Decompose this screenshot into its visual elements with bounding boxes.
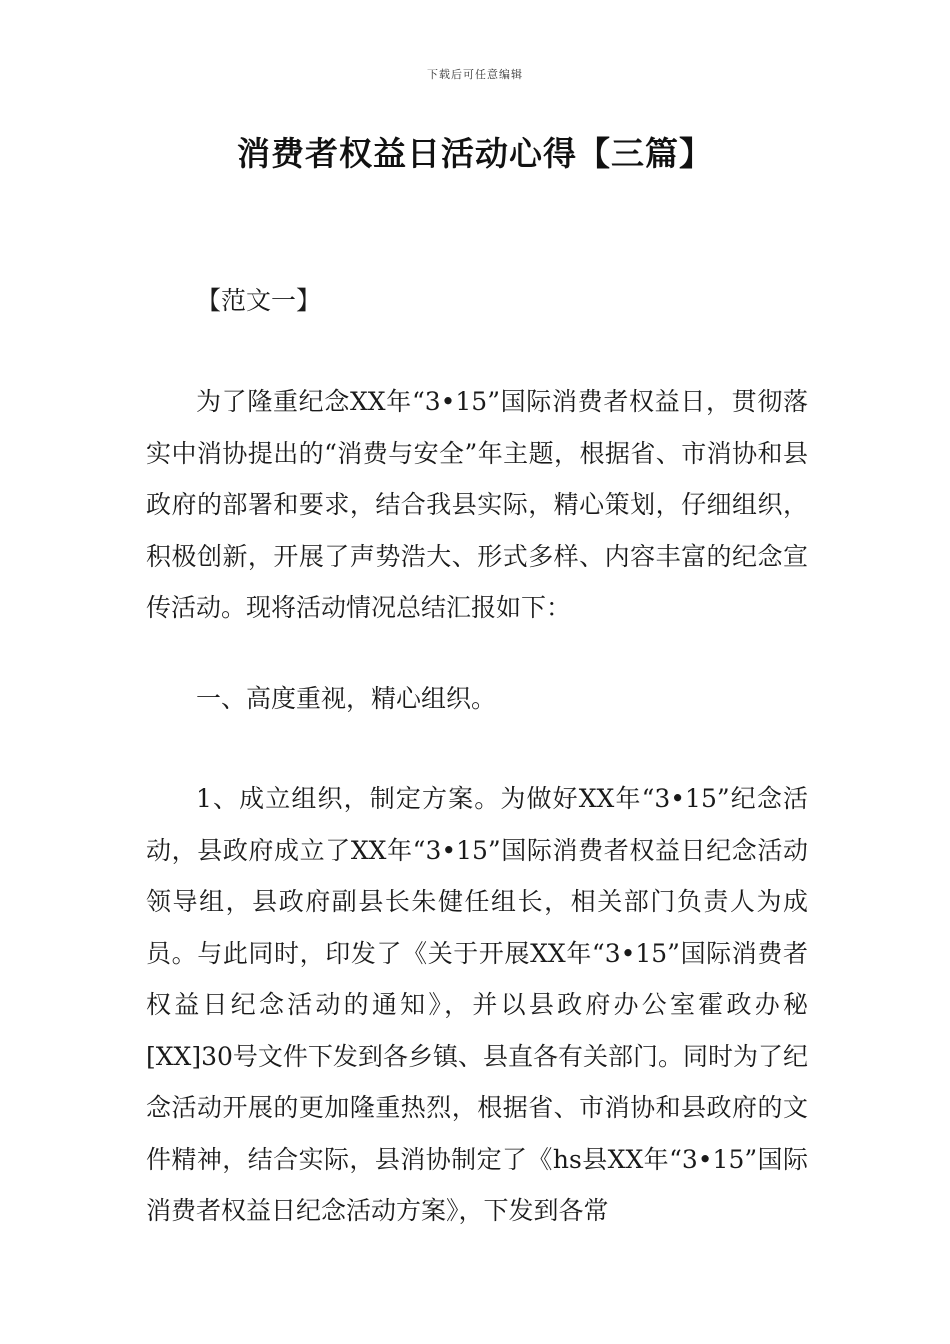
section-label	[146, 275, 808, 327]
header-note: 下载后可任意编辑	[427, 68, 523, 81]
paragraph-intro: 为了隆重纪念XX年“3•15”国际消费者权益日，贯彻落实中消协提出的“消费与安全”年主题，根据省、市消协和县政府的部署和要求，结合我县实际，精心策划，仔细组织，积极创新，开展了声势浩大、形式多样、内容丰富的纪念宣传活动。现将活动情况总结汇报如下：	[146, 387, 808, 622]
document-title: 消费者权益日活动心得【三篇】	[237, 134, 713, 173]
section-label-text: 【范文一】	[196, 286, 322, 315]
section-heading: 一、高度重视，精心组织。	[196, 684, 497, 713]
paragraph-organization: 1、成立组织，制定方案。为做好XX年“3•15”纪念活动，县政府成立了XX年“3•15”国际消费者权益日纪念活动领导组，县政府副县长朱健任组长，相关部门负责人为成员。与此同时，印发了《关于开展XX年“3•15”国际消费者权益日纪念活动的通知》，并以县政府办公室霍政办秘[XX]30号文件下发到各乡镇、县直各有关部门。同时为了纪念活动开展的更加隆重热烈，根据省、市消协和县政府的文件精神，结合实际，县消协制定了《hs县XX年“3•15”国际消费者权益日纪念活动方案》，下发到各常	[146, 784, 808, 1225]
